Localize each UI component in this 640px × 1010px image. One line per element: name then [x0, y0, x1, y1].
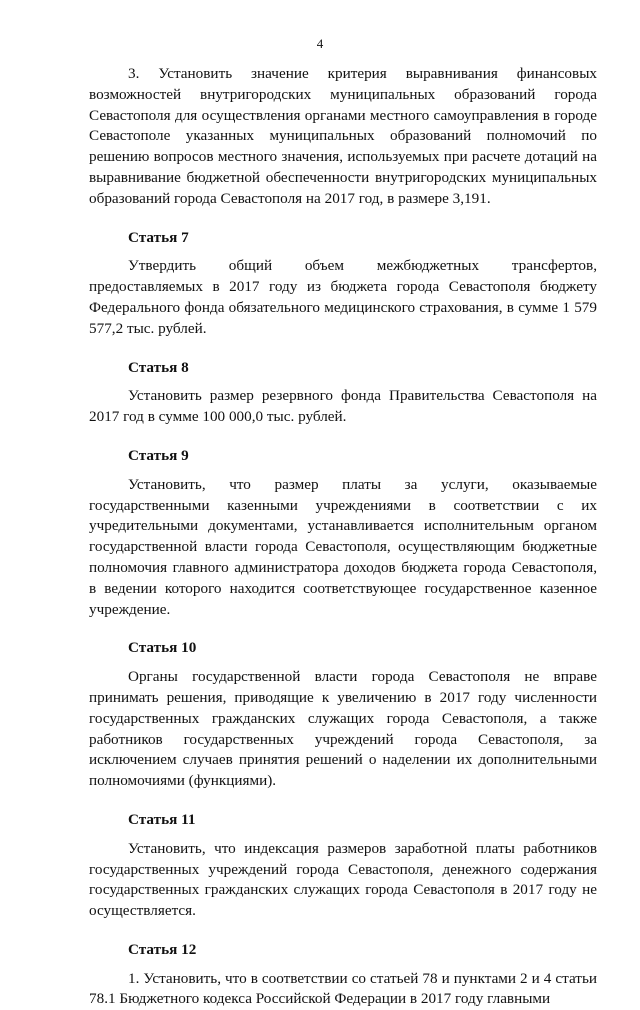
paragraph-article-7: Утвердить общий объем межбюджетных трансфертов, предоставляемых в 2017 году из бюджета города Севастополя бюджету Федерального фонда обязательного медицинского страхования, в сумме 1 579 577,2 тыс. рублей.	[89, 257, 597, 337]
paragraph-article-11: Установить, что индексация размеров заработной платы работников государственных учреждений города Севастополя, денежного содержания государственных гражданских служащих города Севастополя в 2017 году не осуществляется.	[89, 839, 597, 920]
document-body	[89, 64, 597, 1010]
heading-article-9: Статья 9	[128, 446, 189, 464]
paragraph-article-8: Установить размер резервного фонда Правительства Севастополя на 2017 год в сумме 100 000,0 тыс. рублей.	[89, 387, 597, 426]
heading-article-8: Статья 8	[128, 358, 189, 376]
paragraph-article-12: 1. Установить, что в соответствии со статьей 78 и пунктами 2 и 4 статьи 78.1 Бюджетного кодекса Российской Федерации в 2017 году главными	[89, 969, 597, 1008]
page-number: 4	[316, 36, 324, 51]
paragraph-article-10: Органы государственной власти города Севастополя не вправе принимать решения, приводящие к увеличению в 2017 году численности государственных гражданских служащих города Севастополя, а также работников государственных учреждений города Севастополя, за исключением случаев принятия решений о наделении их дополнительными полномочиями (функциями).	[89, 668, 597, 790]
paragraph-item-3: 3. Установить значение критерия выравнивания финансовых возможностей внутригородских муниципальных образований города Севастополя для осуществления органами местного самоуправления в городе Севастополе указанных муниципальных образований полномочий по решению вопросов местного значения, используемых при расчете дотаций на выравнивание бюджетной обеспеченности внутригородских муниципальных образований города Севастополя на 2017 год, в размере 3,191.	[89, 65, 597, 207]
heading-article-11: Статья 11	[128, 810, 196, 828]
heading-article-12: Статья 12	[128, 940, 197, 958]
heading-article-10: Статья 10	[128, 639, 197, 657]
paragraph-article-9: Установить, что размер платы за услуги, оказываемые государственными казенными учреждениями в соответствии с их учредительными документами, устанавливается исполнительным органом государственной власти города Севастополя, осуществляющим бюджетные полномочия главного администратора доходов бюджета города Севастополя, в ведении которого находится соответствующее государственное казенное учреждение.	[89, 475, 597, 618]
heading-article-7: Статья 7	[128, 228, 189, 246]
